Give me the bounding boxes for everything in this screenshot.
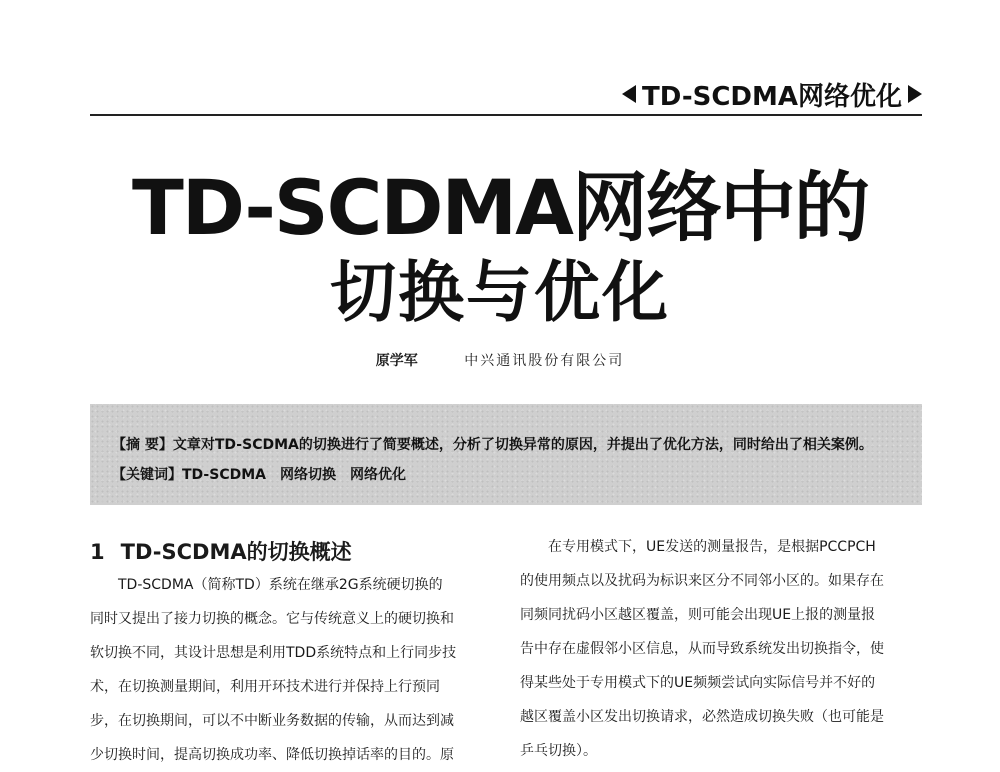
text-line: 软切换不同，其设计思想是利用TDD系统特点和上行同步技 (90, 645, 457, 661)
running-header (90, 76, 922, 112)
abstract-label: 【摘 要】 (112, 437, 173, 453)
section-title: TD-SCDMA的切换概述 (120, 540, 352, 564)
section-heading (90, 536, 492, 566)
running-title: TD-SCDMA网络优化 (642, 81, 902, 112)
text-line: 在专用模式下，UE发送的测量报告，是根据PCCPCH (548, 539, 876, 555)
body-paragraph (90, 568, 492, 772)
author-name: 原学军 (375, 353, 418, 369)
keyword-item: 网络切换 (280, 467, 336, 483)
body-paragraph (520, 530, 922, 768)
text-line: 同时又提出了接力切换的概念。它与传统意义上的硬切换和 (90, 611, 454, 627)
text-line: 步，在切换期间，可以不中断业务数据的传输，从而达到减 (90, 713, 454, 729)
title-line-2: 切换与优化 (330, 254, 670, 331)
keyword-item: 网络优化 (350, 467, 406, 483)
keyword-item: TD-SCDMA (182, 467, 266, 483)
text-line: 乒乓切换）。 (520, 743, 597, 759)
text-line: 术，在切换测量期间，利用开环技术进行并保持上行预同 (90, 679, 440, 695)
author-affiliation: 中兴通讯股份有限公司 (464, 353, 625, 369)
text-line: 少切换时间，提高切换成功率、降低切换掉话率的目的。原 (90, 747, 454, 763)
triangle-left-icon (622, 85, 636, 103)
abstract (112, 434, 904, 454)
text-line: TD-SCDMA（简称TD）系统在继承2G系统硬切换的 (118, 577, 443, 593)
byline (0, 350, 1000, 370)
title-line-1: TD-SCDMA网络中的 (132, 163, 868, 252)
abstract-text: 文章对TD-SCDMA的切换进行了简要概述，分析了切换异常的原因，并提出了优化方法，同时给出了相关案例。 (172, 437, 873, 453)
text-line: 得某些处于专用模式下的UE频频尝试向实际信号并不好的 (520, 675, 876, 691)
triangle-right-icon (908, 85, 922, 103)
abstract-box (90, 404, 922, 505)
section-number: 1 (90, 540, 105, 564)
body-column-right (520, 528, 922, 768)
body-column-left (90, 528, 492, 772)
text-line: 告中存在虚假邻小区信息，从而导致系统发出切换指令，使 (520, 641, 884, 657)
text-line: 的使用频点以及扰码为标识来区分不同邻小区的。如果存在 (520, 573, 884, 589)
header-divider (90, 114, 922, 116)
article-title (0, 163, 1000, 331)
keywords (112, 464, 904, 484)
keywords-label: 【关键词】 (112, 467, 182, 483)
text-line: 同频同扰码小区越区覆盖，则可能会出现UE上报的测量报 (520, 607, 876, 623)
text-line: 越区覆盖小区发出切换请求，必然造成切换失败（也可能是 (520, 709, 884, 725)
